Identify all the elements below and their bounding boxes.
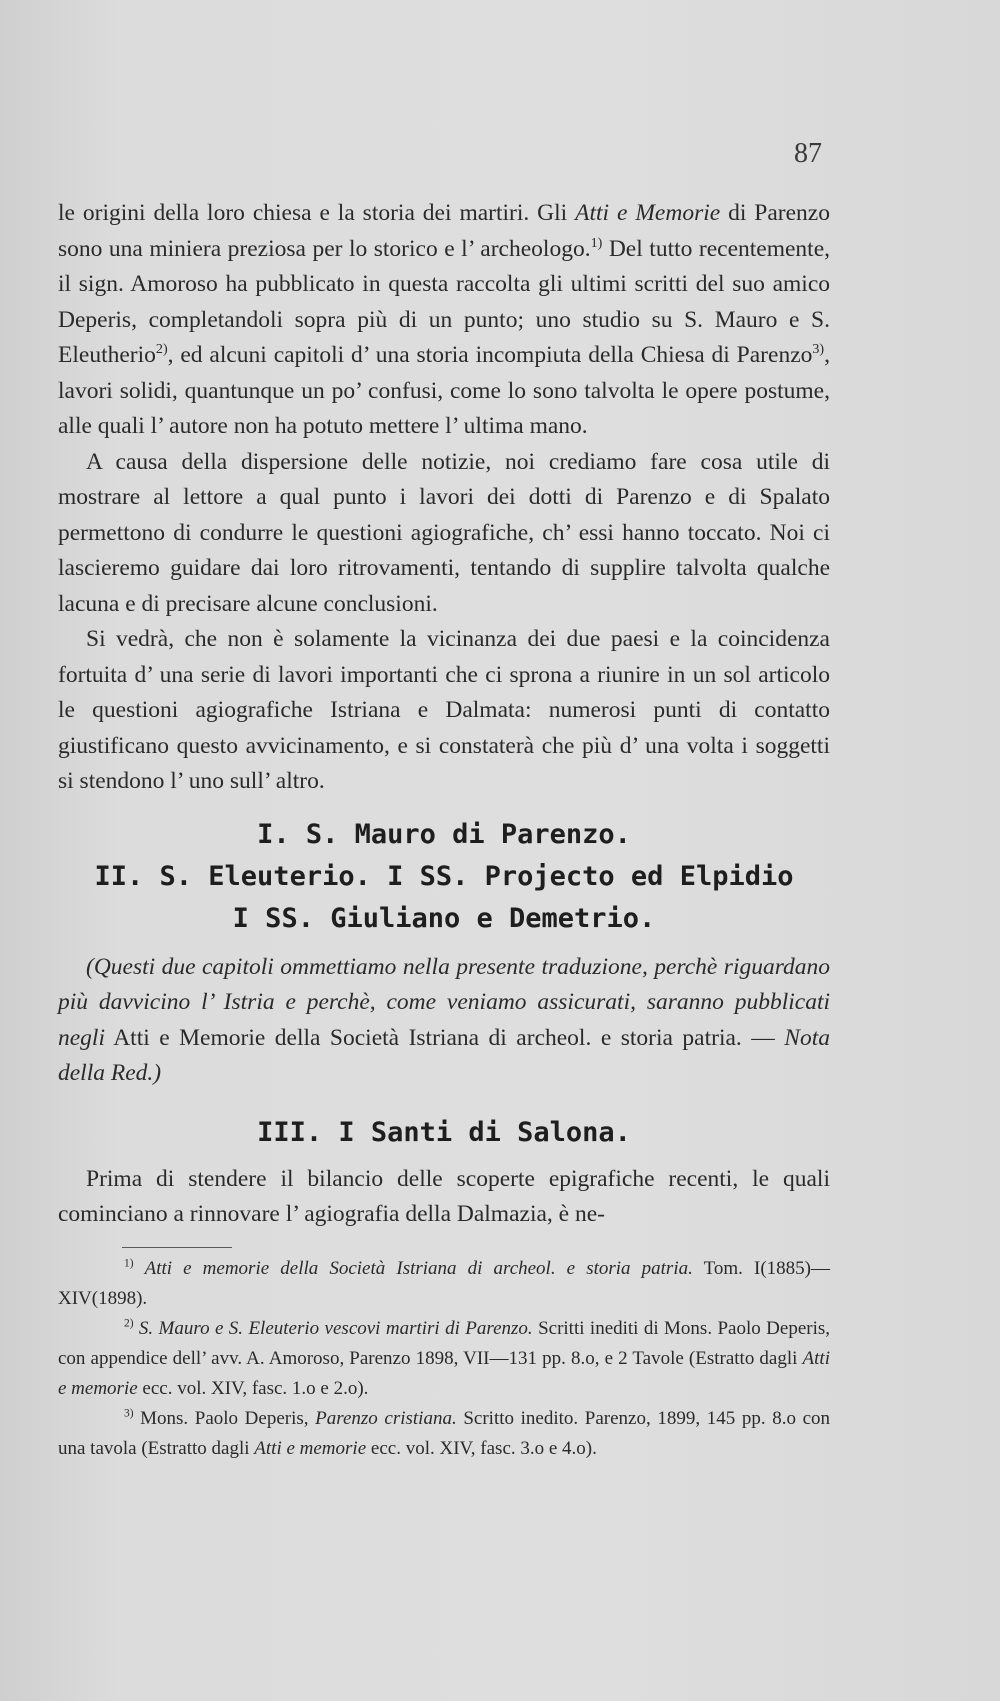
p1-text-e: , lavori solidi, quantunque un po’ confusi, come lo sono talvolta le opere postume, alle quali l’ autore non ha potuto mettere l’ ultima mano. <box>58 342 830 439</box>
footnote-2-text-a: Scritti inediti di Mons. Paolo Deperis, con appendice dell’ avv. A. Amoroso, Parenzo 1898, VII—131 pp. 8.o, e 2 Tavole (Estratto dagli <box>58 1317 830 1369</box>
footnote-3-text-a: Mons. Paolo Deperis, <box>133 1407 316 1429</box>
editor-note-italic: (Questi due capitoli ommettiamo nella presente traduzione, perchè riguardano più davvicino l’ Istria e perchè, come veniamo assicurati, saranno pubblicati negli <box>58 953 830 1051</box>
section-heading-1: I. S. Mauro di Parenzo. <box>257 818 631 850</box>
footnote-3 <box>58 1404 830 1464</box>
page-number: 87 <box>794 138 822 169</box>
footnote-2-text-b: ecc. vol. XIV, fasc. 1.o e 2.o). <box>137 1377 369 1399</box>
p1-italic-title: Atti e Memorie <box>575 200 721 226</box>
editor-note-text: Atti e Memorie della Società Istriana di archeol. e storia patria. — <box>105 1024 785 1051</box>
footnote-2 <box>58 1314 830 1404</box>
paragraph-2: A causa della dispersione delle notizie, noi crediamo fare cosa utile di mostrare al lettore a qual punto i lavori dei dotti di Parenzo e di Spalato permettono di condurre le questioni agiografiche, ch’ essi hanno toccato. Noi ci lascieremo guidare dai loro ritrovamenti, tentando di supplire talvolta qualche lacuna e di precisare alcune conclusioni. <box>58 448 830 617</box>
footnote-ref-2: 2) <box>155 341 168 358</box>
footnote-3-title: Parenzo cristiana. <box>315 1407 457 1429</box>
footnote-1-marker: 1) <box>124 1257 134 1270</box>
footnote-2-italic: Atti e memorie <box>58 1347 830 1399</box>
section-heading-2: II. S. Eleuterio. I SS. Projecto ed Elpidio <box>94 860 794 892</box>
footnote-2-marker: 2) <box>124 1317 134 1330</box>
footnote-ref-3: 3) <box>812 341 825 358</box>
editor-note-signature: Nota della Red.) <box>58 1024 830 1086</box>
footnote-3-text-b: Scritto inedito. Parenzo, 1899, 145 pp. 8.o con una tavola (Estratto dagli <box>58 1407 831 1459</box>
footnote-3-text-c: ecc. vol. XIV, fasc. 3.o e 4.o). <box>366 1437 597 1459</box>
footnote-1-text: Tom. I(1885)—XIV(1898). <box>58 1257 830 1309</box>
p1-text-b: di Parenzo sono una miniera preziosa per lo storico e l’ archeologo. <box>58 200 830 262</box>
p1-text-c: Del tutto recentemente, il sign. Amoroso ha pubblicato in questa raccolta gli ultimi scritti del suo amico Deperis, completandoli sopra più di un punto; uno studio su S. Mauro e S. Eleutherio <box>58 235 831 368</box>
footnote-3-italic: Atti e memorie <box>254 1437 367 1459</box>
footnote-divider <box>122 1247 232 1248</box>
footnote-3-marker: 3) <box>124 1407 134 1420</box>
editor-note <box>58 950 830 1092</box>
footnote-ref-1: 1) <box>590 234 603 251</box>
section-heading-3: III. I Santi di Salona. <box>257 1116 631 1148</box>
footnote-1 <box>58 1254 830 1314</box>
paragraph-3: Si vedrà, che non è solamente la vicinanza dei due paesi e la coincidenza fortuita d’ una serie di lavori importanti che ci sprona a riunire in un sol articolo le questioni agiografiche Istriana e Dalmata: numerosi punti di contatto giustificano questo avvicinamento, e si constaterà che più d’ una volta i soggetti si stendono l’ uno sull’ altro. <box>58 626 830 794</box>
p1-text-d: , ed alcuni capitoli d’ una storia incompiuta della Chiesa di Parenzo <box>167 342 813 368</box>
text-block <box>58 196 830 1464</box>
p1-text-a: le origini della loro chiesa e la storia dei martiri. Gli <box>58 200 576 226</box>
footnote-1-title: Atti e memorie della Società Istriana di archeol. e storia patria. <box>144 1257 693 1279</box>
section-heading-2-cont: I SS. Giuliano e Demetrio. <box>232 902 656 934</box>
footnote-2-title: S. Mauro e S. Eleuterio vescovi martiri di Parenzo. <box>138 1317 533 1339</box>
paragraph-4: Prima di stendere il bilancio delle scoperte epigrafiche recenti, le quali cominciano a rinnovare l’ agiografia della Dalmazia, è ne- <box>58 1165 830 1227</box>
paragraph-1 <box>58 196 830 445</box>
